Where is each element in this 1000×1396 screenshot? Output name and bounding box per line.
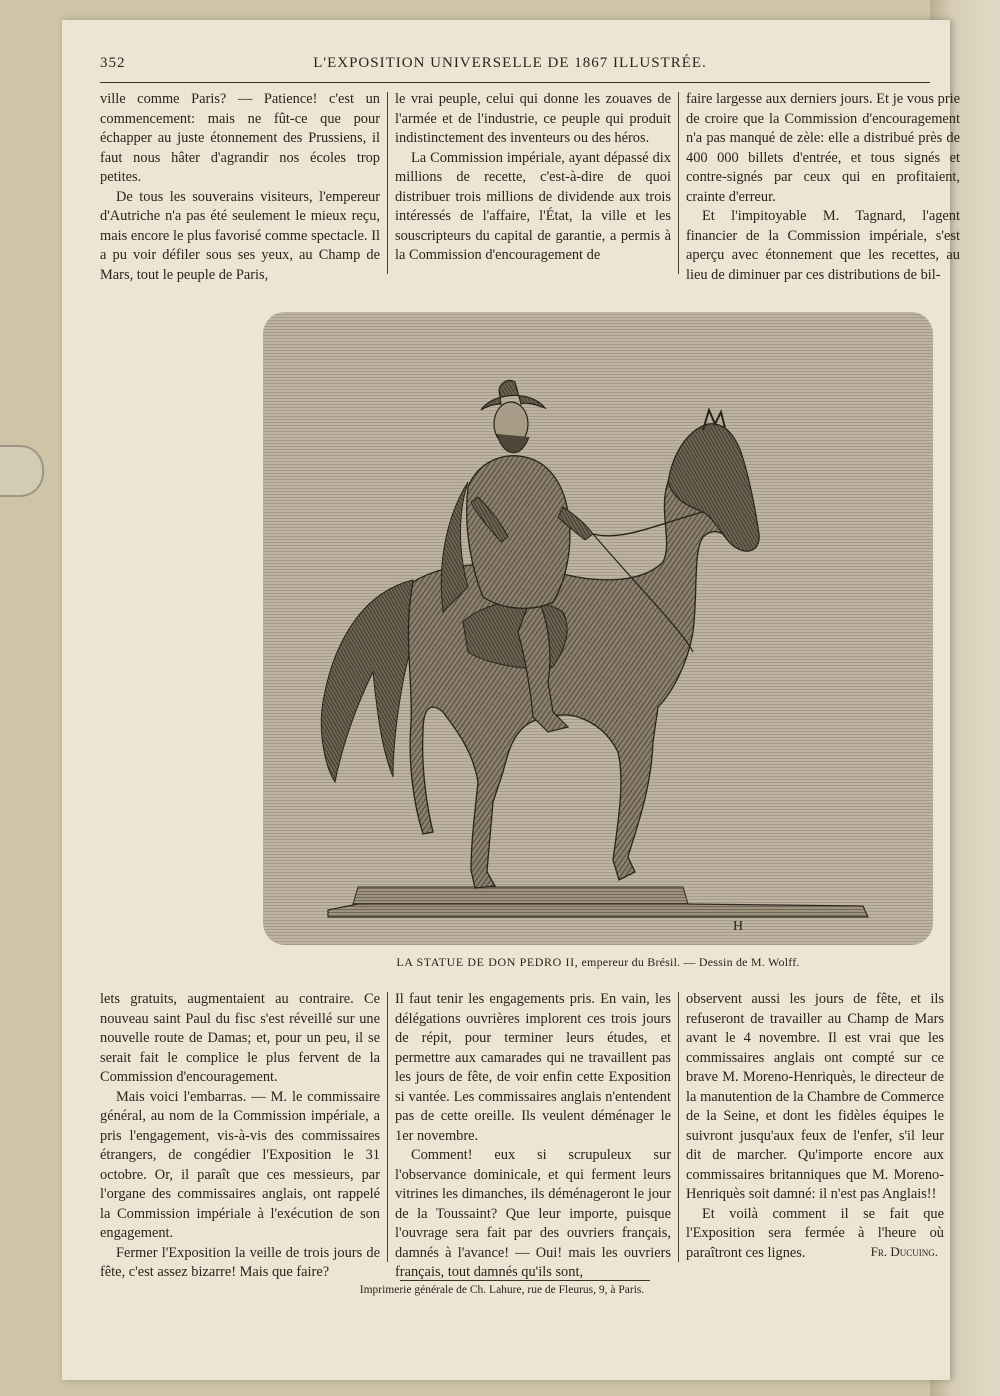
paragraph: Et l'impitoyable M. Tagnard, l'agent financier de la Commission impériale, s'est aperçu avec étonnement que les recettes, au lieu de diminuer par ces distributions de bil- xyxy=(686,208,960,283)
caption-text: empereur du Brésil. — Dessin de M. Wolff. xyxy=(581,955,800,969)
column-divider xyxy=(678,92,679,274)
page-number: 352 xyxy=(100,55,126,71)
top-column-2 xyxy=(395,90,671,266)
bottom-column-2 xyxy=(395,990,671,1283)
paragraph: ville comme Paris? — Patience! c'est un commencement: mais ne fût-ce que pour échapper au juste étonnement des Prussiens, il faut nous hâter d'agrandir nos écoles trop petites. xyxy=(100,91,380,185)
statue-engraving xyxy=(263,312,933,945)
column-divider xyxy=(387,992,388,1262)
paragraph: De tous les souverains visiteurs, l'empereur d'Autriche n'a pas été seulement le mieux reçu, mais encore le plus favorisé comme spectacle. Il a pu voir défiler sous ses yeux, au Champ de Mars, tout le peuple de Paris, xyxy=(100,188,380,283)
paragraph: le vrai peuple, celui qui donne les zouaves de l'armée et de l'industrie, ce peuple qui produit indistinctement des inventeurs ou des héros. xyxy=(395,91,671,146)
column-divider xyxy=(678,992,679,1262)
footer-rule xyxy=(400,1280,650,1281)
author-signature: Fr. Ducuing. xyxy=(870,1244,938,1259)
figure-caption xyxy=(263,955,933,970)
paragraph: faire largesse aux derniers jours. Et je vous prie de croire que la Commission d'encouragement n'a pas manqué de zèle: elle a distribué près de 400 000 billets d'entrée, et tous signés et contre-signés par ceux qui en profitaient, crainte d'erreur. xyxy=(686,91,960,205)
paragraph: Fermer l'Exposition la veille de trois jours de fête, c'est assez bizarre! Mais que faire? xyxy=(100,1244,380,1280)
paragraph: Comment! eux si scrupuleux sur l'observance dominicale, et qui ferment leurs vitrines les dimanches, ils déménageront le jour de la Toussaint? Que leur importe, puisque l'ouvrage sera fait par des ouvriers français, damnés à l'avance! — Oui! mais les ouvriers français, tout damnés qu'ils sont, xyxy=(395,1147,671,1280)
header-rule xyxy=(100,82,930,83)
binding-clip xyxy=(0,445,44,497)
paragraph: Il faut tenir les engagements pris. En vain, les délégations ouvrières implorent ces trois jours de répit, pour terminer leurs études, et permettre aux camarades qui ne travaillent pas les jours de fête, de voir enfin cette Exposition si vantée. Les commissaires anglais n'entendent pas de cette oreille. Ils veulent déménager le 1er novembre. xyxy=(395,991,671,1144)
top-column-3 xyxy=(686,90,960,285)
artist-monogram: H xyxy=(733,919,744,934)
paragraph: La Commission impériale, ayant dépassé dix millions de recette, c'est-à-dire de quoi distribuer trois millions de dividende aux trois intéressés de l'affaire, l'État, la ville et les souscripteurs du capital de garantie, a permis à la Commission d'encouragement de xyxy=(395,149,671,263)
caption-title: LA STATUE DE DON PEDRO II, xyxy=(396,955,579,969)
paragraph: Mais voici l'embarras. — M. le commissaire général, au nom de la Commission impériale, a pris l'engagement, vis-à-vis des commissaires étrangers, de congédier l'Exposition le 31 octobre. Or, il paraît que ces messieurs, par l'organe des commissaires anglais, ont rappelé la Commission impériale à l'exécution de son engagement. xyxy=(100,1088,380,1241)
equestrian-statue-illustration xyxy=(263,312,933,945)
top-column-1 xyxy=(100,90,380,285)
paragraph: lets gratuits, augmentaient au contraire. Ce nouveau saint Paul du fisc s'est réveillé sur une nouvelle route de Damas; et, pour un peu, il se serait fait le complice le plus fervent de la Commission d'encouragement. xyxy=(100,991,380,1085)
printer-imprint: Imprimerie générale de Ch. Lahure, rue de Fleurus, 9, à Paris. xyxy=(359,1284,645,1296)
bottom-column-3 xyxy=(686,990,944,1263)
paragraph: Et voilà comment il se fait que l'Exposition sera fermée à l'heure où paraîtront ces lignes. xyxy=(686,1205,944,1261)
column-divider xyxy=(387,92,388,274)
bottom-column-1 xyxy=(100,990,380,1283)
page-title: L'EXPOSITION UNIVERSELLE DE 1867 ILLUSTRÉE. xyxy=(313,55,707,71)
paragraph: observent aussi les jours de fête, et ils refuseront de travailler au Champ de Mars avant le 4 novembre. Il est vrai que les commissaires anglais ont compté sur ce brave M. Moreno-Henriquès, le directeur de la manutention de la Chambre de Commerce de la Seine, et dont les fidèles équipes le suivront jusqu'aux feux de l'enfer, s'il leur dit de marcher. Qu'importe encore aux commissaires britanniques que M. Moreno-Henriquès soit damné: il n'est pas Anglais!! xyxy=(686,991,944,1202)
running-header xyxy=(100,55,920,79)
